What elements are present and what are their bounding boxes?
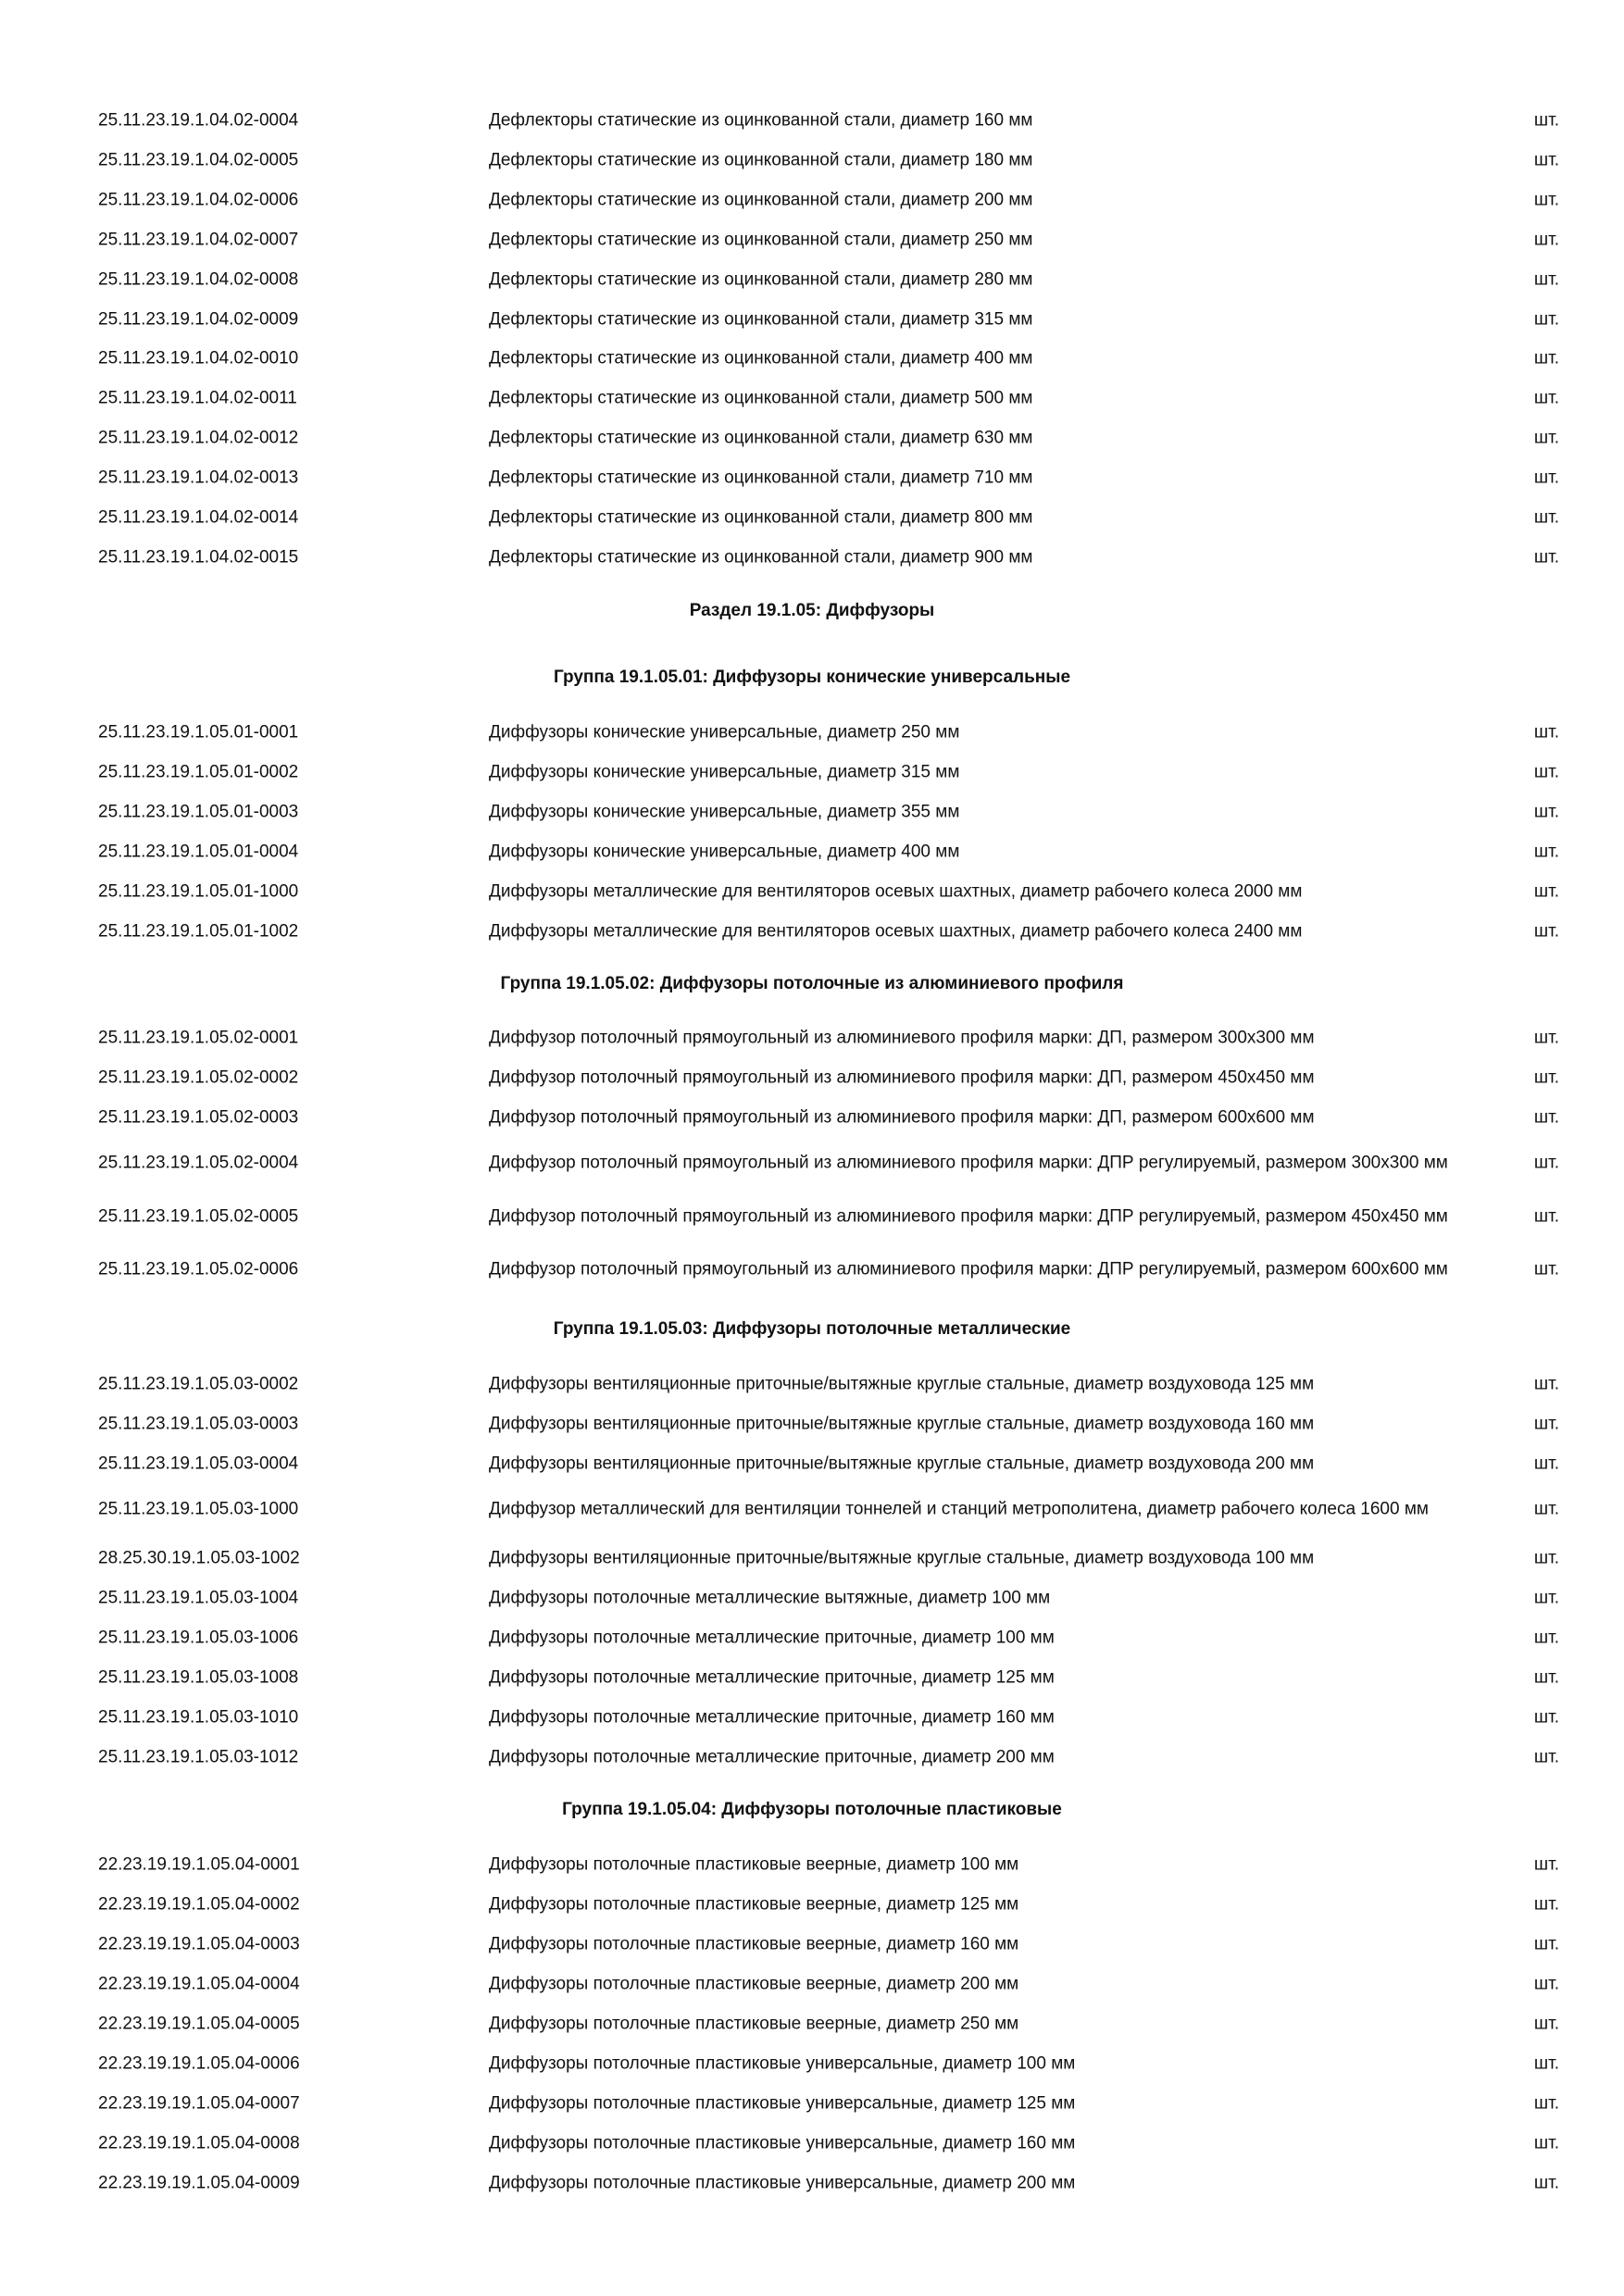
table-row — [98, 2130, 1565, 2155]
table-row — [98, 1483, 1565, 1535]
item-code: 28.25.30.19.1.05.03-1002 — [98, 1548, 300, 1567]
item-name: Диффузоры конические универсальные, диаметр 315 мм — [489, 762, 960, 781]
item-code: 25.11.23.19.1.05.01-1002 — [98, 921, 299, 941]
item-name: Диффузоры конические универсальные, диаметр 400 мм — [489, 842, 960, 861]
table-row — [98, 505, 1565, 530]
table-row — [98, 1191, 1565, 1242]
item-unit: шт. — [1533, 388, 1559, 407]
item-code: 22.23.19.19.1.05.04-0002 — [98, 1894, 300, 1914]
table-row — [98, 2011, 1565, 2036]
item-code: 25.11.23.19.1.04.02-0008 — [98, 269, 299, 289]
item-name: Дефлекторы статические из оцинкованной стали, диаметр 200 мм — [489, 190, 1033, 209]
item-code: 25.11.23.19.1.04.02-0007 — [98, 230, 299, 249]
item-name: Дефлекторы статические из оцинкованной стали, диаметр 500 мм — [489, 388, 1033, 407]
table-row — [98, 799, 1565, 824]
item-unit: шт. — [1533, 1414, 1559, 1433]
group-heading: Группа 19.1.05.02: Диффузоры потолочные из алюминиевого профиля — [500, 974, 1124, 993]
item-unit: шт. — [1533, 802, 1559, 821]
item-unit: шт. — [1533, 1374, 1559, 1393]
item-unit: шт. — [1533, 1499, 1559, 1519]
table-row — [98, 345, 1565, 370]
item-unit: шт. — [1533, 1588, 1559, 1607]
item-name: Диффузоры потолочные металлические приточные, диаметр 160 мм — [489, 1707, 1055, 1727]
item-code: 25.11.23.19.1.05.03-1008 — [98, 1667, 299, 1687]
item-unit: шт. — [1533, 2053, 1559, 2073]
item-code: 22.23.19.19.1.05.04-0005 — [98, 2014, 300, 2033]
item-name: Дефлекторы статические из оцинкованной стали, диаметр 710 мм — [489, 468, 1033, 487]
item-unit: шт. — [1533, 190, 1559, 209]
item-name: Диффузоры вентиляционные приточные/вытяжные круглые стальные, диаметр воздуховода 125 мм — [489, 1374, 1315, 1393]
table-row — [98, 1137, 1565, 1189]
item-code: 25.11.23.19.1.05.03-1006 — [98, 1628, 299, 1647]
item-unit: шт. — [1533, 309, 1559, 329]
item-code: 22.23.19.19.1.05.04-0004 — [98, 1974, 300, 1993]
item-unit: шт. — [1533, 1894, 1559, 1914]
item-unit: шт. — [1533, 150, 1559, 169]
item-name: Дефлекторы статические из оцинкованной стали, диаметр 800 мм — [489, 507, 1033, 527]
item-unit: шт. — [1533, 1548, 1559, 1567]
item-unit: шт. — [1533, 1628, 1559, 1647]
table-row — [98, 1891, 1565, 1916]
item-unit: шт. — [1533, 881, 1559, 901]
item-unit: шт. — [1533, 1454, 1559, 1473]
table-row — [98, 425, 1565, 450]
item-code: 25.11.23.19.1.04.02-0009 — [98, 309, 299, 329]
table-row — [98, 1704, 1565, 1729]
table-row — [98, 759, 1565, 784]
item-code: 22.23.19.19.1.05.04-0008 — [98, 2133, 300, 2152]
table-row — [98, 1665, 1565, 1690]
item-unit: шт. — [1533, 1107, 1559, 1127]
item-name: Диффузор потолочный прямоугольный из алюминиевого профиля марки: ДПР регулируемый, размером 300х300 мм — [489, 1153, 1448, 1173]
item-name: Диффузоры потолочные пластиковые универсальные, диаметр 160 мм — [489, 2133, 1076, 2152]
table-row — [98, 306, 1565, 331]
table-row — [98, 879, 1565, 904]
table-row — [98, 839, 1565, 864]
item-code: 25.11.23.19.1.05.03-1004 — [98, 1588, 299, 1607]
item-code: 25.11.23.19.1.04.02-0014 — [98, 507, 299, 527]
item-unit: шт. — [1533, 269, 1559, 289]
item-code: 25.11.23.19.1.04.02-0004 — [98, 110, 299, 130]
item-name: Диффузор потолочный прямоугольный из алюминиевого профиля марки: ДПР регулируемый, размером 450х450 мм — [489, 1206, 1448, 1227]
item-name: Диффузоры вентиляционные приточные/вытяжные круглые стальные, диаметр воздуховода 160 мм — [489, 1414, 1315, 1433]
item-unit: шт. — [1533, 230, 1559, 249]
table-row — [98, 1025, 1565, 1050]
item-name: Диффузоры потолочные пластиковые универсальные, диаметр 100 мм — [489, 2053, 1076, 2073]
table-row — [98, 267, 1565, 292]
item-name: Дефлекторы статические из оцинкованной стали, диаметр 180 мм — [489, 150, 1033, 169]
table-row — [98, 544, 1565, 569]
item-code: 25.11.23.19.1.04.02-0012 — [98, 428, 299, 447]
item-name: Дефлекторы статические из оцинкованной стали, диаметр 900 мм — [489, 547, 1033, 567]
item-name: Диффузор потолочный прямоугольный из алюминиевого профиля марки: ДПР регулируемый, размером 600х600 мм — [489, 1259, 1448, 1279]
item-code: 25.11.23.19.1.05.02-0004 — [98, 1153, 299, 1173]
table-row — [98, 1625, 1565, 1650]
item-name: Диффузоры потолочные пластиковые веерные, диаметр 200 мм — [489, 1974, 1019, 1993]
item-code: 25.11.23.19.1.04.02-0015 — [98, 547, 299, 567]
item-unit: шт. — [1533, 762, 1559, 781]
table-row — [98, 1104, 1565, 1129]
item-unit: шт. — [1533, 1206, 1559, 1227]
item-name: Дефлекторы статические из оцинкованной стали, диаметр 315 мм — [489, 309, 1033, 329]
item-code: 22.23.19.19.1.05.04-0007 — [98, 2093, 300, 2113]
table-row — [98, 1545, 1565, 1570]
table-row — [98, 1585, 1565, 1610]
section-heading: Раздел 19.1.05: Диффузоры — [689, 601, 935, 620]
item-code: 25.11.23.19.1.05.02-0003 — [98, 1107, 299, 1127]
item-unit: шт. — [1533, 1153, 1559, 1173]
table-row — [98, 465, 1565, 490]
item-unit: шт. — [1533, 1747, 1559, 1766]
item-name: Диффузоры конические универсальные, диаметр 250 мм — [489, 722, 960, 742]
table-row — [98, 227, 1565, 252]
item-code: 25.11.23.19.1.04.02-0013 — [98, 468, 299, 487]
item-name: Диффузоры металлические для вентиляторов осевых шахтных, диаметр рабочего колеса 2400 мм — [489, 921, 1303, 941]
item-unit: шт. — [1533, 2093, 1559, 2113]
item-code: 25.11.23.19.1.05.01-0002 — [98, 762, 299, 781]
item-name: Диффузоры потолочные металлические вытяжные, диаметр 100 мм — [489, 1588, 1051, 1607]
item-unit: шт. — [1533, 842, 1559, 861]
table-row — [98, 1852, 1565, 1877]
item-code: 25.11.23.19.1.05.03-0004 — [98, 1454, 299, 1473]
table-row — [98, 385, 1565, 410]
item-name: Диффузоры потолочные пластиковые веерные, диаметр 160 мм — [489, 1934, 1019, 1953]
item-name: Диффузор потолочный прямоугольный из алюминиевого профиля марки: ДП, размером 300х300 мм — [489, 1028, 1315, 1047]
item-code: 25.11.23.19.1.04.02-0011 — [98, 388, 297, 407]
group-heading: Группа 19.1.05.01: Диффузоры конические универсальные — [553, 668, 1071, 687]
table-row — [98, 1931, 1565, 1956]
item-code: 25.11.23.19.1.05.02-0005 — [98, 1206, 299, 1227]
table-row — [98, 2090, 1565, 2115]
item-unit: шт. — [1533, 507, 1559, 527]
item-unit: шт. — [1533, 468, 1559, 487]
item-name: Диффузор металлический для вентиляции тоннелей и станций метрополитена, диаметр рабочего колеса 1600 мм — [489, 1499, 1429, 1519]
item-unit: шт. — [1533, 2014, 1559, 2033]
item-code: 25.11.23.19.1.05.02-0001 — [98, 1028, 299, 1047]
item-name: Диффузор потолочный прямоугольный из алюминиевого профиля марки: ДП, размером 600х600 мм — [489, 1107, 1315, 1127]
item-name: Диффузоры потолочные пластиковые веерные, диаметр 100 мм — [489, 1854, 1019, 1874]
group-heading: Группа 19.1.05.03: Диффузоры потолочные металлические — [553, 1319, 1071, 1339]
table-row — [98, 147, 1565, 172]
table-row — [98, 719, 1565, 744]
item-name: Диффузоры конические универсальные, диаметр 355 мм — [489, 802, 960, 821]
group-heading: Группа 19.1.05.04: Диффузоры потолочные пластиковые — [562, 1800, 1062, 1819]
item-unit: шт. — [1533, 348, 1559, 368]
table-row — [98, 2170, 1565, 2195]
item-code: 22.23.19.19.1.05.04-0006 — [98, 2053, 300, 2073]
item-code: 25.11.23.19.1.05.03-0003 — [98, 1414, 299, 1433]
table-row — [98, 1744, 1565, 1769]
table-row — [98, 1411, 1565, 1436]
item-unit: шт. — [1533, 1974, 1559, 1993]
item-name: Диффузоры потолочные металлические приточные, диаметр 100 мм — [489, 1628, 1055, 1647]
item-code: 22.23.19.19.1.05.04-0009 — [98, 2173, 300, 2192]
item-unit: шт. — [1533, 1259, 1559, 1279]
item-unit: шт. — [1533, 1667, 1559, 1687]
item-name: Диффузоры вентиляционные приточные/вытяжные круглые стальные, диаметр воздуховода 200 мм — [489, 1454, 1315, 1473]
table-row — [98, 2051, 1565, 2076]
item-name: Диффузоры потолочные металлические приточные, диаметр 125 мм — [489, 1667, 1055, 1687]
item-code: 25.11.23.19.1.05.03-1000 — [98, 1499, 299, 1519]
item-code: 25.11.23.19.1.05.02-0002 — [98, 1067, 299, 1087]
item-code: 25.11.23.19.1.04.02-0005 — [98, 150, 299, 169]
item-code: 25.11.23.19.1.05.01-0004 — [98, 842, 299, 861]
item-code: 25.11.23.19.1.05.01-1000 — [98, 881, 299, 901]
item-code: 25.11.23.19.1.04.02-0010 — [98, 348, 299, 368]
table-row — [98, 107, 1565, 132]
item-unit: шт. — [1533, 1707, 1559, 1727]
table-row — [98, 187, 1565, 212]
item-name: Дефлекторы статические из оцинкованной стали, диаметр 160 мм — [489, 110, 1033, 130]
item-name: Дефлекторы статические из оцинкованной стали, диаметр 280 мм — [489, 269, 1033, 289]
item-unit: шт. — [1533, 1854, 1559, 1874]
item-unit: шт. — [1533, 428, 1559, 447]
item-name: Диффузоры потолочные пластиковые веерные, диаметр 250 мм — [489, 2014, 1019, 2033]
item-code: 25.11.23.19.1.05.03-1010 — [98, 1707, 299, 1727]
table-row — [98, 1971, 1565, 1996]
item-code: 25.11.23.19.1.04.02-0006 — [98, 190, 299, 209]
item-unit: шт. — [1533, 1028, 1559, 1047]
item-unit: шт. — [1533, 2133, 1559, 2152]
item-name: Диффузор потолочный прямоугольный из алюминиевого профиля марки: ДП, размером 450х450 мм — [489, 1067, 1315, 1087]
item-name: Диффузоры потолочные металлические приточные, диаметр 200 мм — [489, 1747, 1055, 1766]
item-unit: шт. — [1533, 722, 1559, 742]
table-row — [98, 1243, 1565, 1295]
item-name: Диффузоры вентиляционные приточные/вытяжные круглые стальные, диаметр воздуховода 100 мм — [489, 1548, 1315, 1567]
item-code: 25.11.23.19.1.05.03-0002 — [98, 1374, 299, 1393]
item-code: 22.23.19.19.1.05.04-0003 — [98, 1934, 300, 1953]
item-code: 22.23.19.19.1.05.04-0001 — [98, 1854, 300, 1874]
table-row — [98, 1371, 1565, 1396]
item-unit: шт. — [1533, 1067, 1559, 1087]
item-unit: шт. — [1533, 547, 1559, 567]
item-code: 25.11.23.19.1.05.01-0001 — [98, 722, 299, 742]
item-code: 25.11.23.19.1.05.02-0006 — [98, 1259, 299, 1279]
item-name: Дефлекторы статические из оцинкованной стали, диаметр 630 мм — [489, 428, 1033, 447]
item-unit: шт. — [1533, 2173, 1559, 2192]
item-name: Дефлекторы статические из оцинкованной стали, диаметр 400 мм — [489, 348, 1033, 368]
table-row — [98, 918, 1565, 943]
item-unit: шт. — [1533, 110, 1559, 130]
item-name: Диффузоры металлические для вентиляторов осевых шахтных, диаметр рабочего колеса 2000 мм — [489, 881, 1303, 901]
item-name: Диффузоры потолочные пластиковые универсальные, диаметр 125 мм — [489, 2093, 1076, 2113]
item-code: 25.11.23.19.1.05.03-1012 — [98, 1747, 299, 1766]
table-row — [98, 1451, 1565, 1476]
item-unit: шт. — [1533, 921, 1559, 941]
item-unit: шт. — [1533, 1934, 1559, 1953]
item-name: Дефлекторы статические из оцинкованной стали, диаметр 250 мм — [489, 230, 1033, 249]
item-name: Диффузоры потолочные пластиковые веерные, диаметр 125 мм — [489, 1894, 1019, 1914]
item-name: Диффузоры потолочные пластиковые универсальные, диаметр 200 мм — [489, 2173, 1076, 2192]
table-row — [98, 1065, 1565, 1090]
item-code: 25.11.23.19.1.05.01-0003 — [98, 802, 299, 821]
